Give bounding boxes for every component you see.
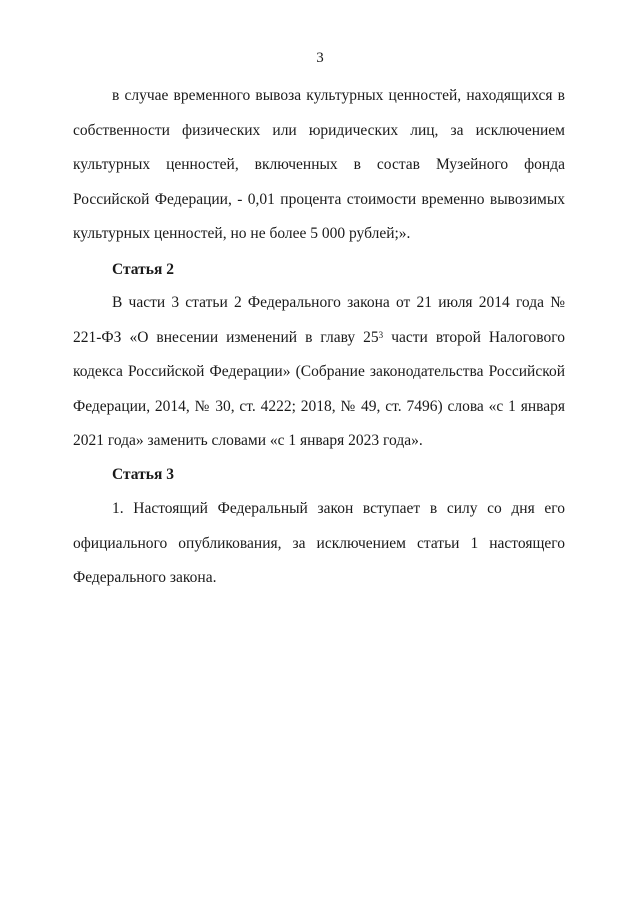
article-2-heading-block [73,260,565,280]
article-2-paragraph [73,286,565,459]
article-2-body [73,286,565,459]
paragraph-tax-rate [73,79,565,252]
article-2-text-part1: В части 3 статьи 2 Федерального закона от 21 июля 2014 года № 221-ФЗ «О внесении изменений в главу 25 [73,294,565,346]
article-2-heading: Статья 2 [112,261,174,278]
article-3-paragraph: 1. Настоящий Федеральный закон вступает в силу со дня его официального опубликования, за исключением статьи 1 настоящего Федерального закона. [73,500,565,586]
page-number: 3 [316,50,324,66]
chapter-superscript: 3 [378,329,384,340]
paragraph-text: в случае временного вывоза культурных ценностей, находящихся в собственности физических или юридических лиц, за исключением культурных ценностей, включенных в состав Музейного фонда Российской Федерации, - 0,01 процента стоимости временно вывозимых культурных ценностей, но не более 5 000 рублей;». [73,87,565,242]
article-2-text-part2: части второй Налогового кодекса Российской Федерации» (Собрание законодательства Российской Федерации, 2014, № 30, ст. 4222; 2018, № 49, ст. 7496) слова «с 1 января 2021 года» заменить словами «с 1 января 2023 года». [73,328,565,449]
article-3-body [73,492,565,596]
article-3-heading-block [73,465,565,485]
article-3-heading: Статья 3 [112,466,174,483]
